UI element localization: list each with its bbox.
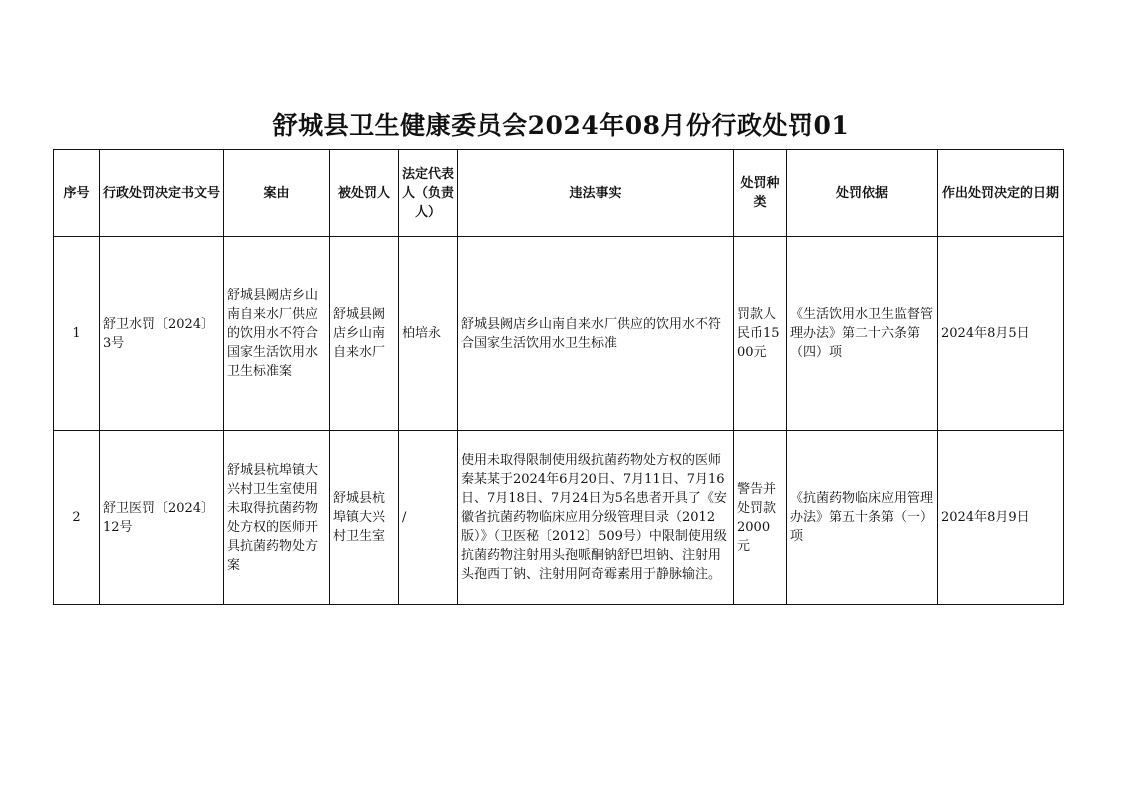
penalty-table	[53, 149, 1064, 605]
header-date: 作出处罚决定的日期	[938, 150, 1064, 237]
cell-cause: 舒城县杭埠镇大兴村卫生室使用未取得抗菌药物处方权的医师开具抗菌药物处方案	[224, 431, 330, 605]
cell-representative: /	[399, 431, 458, 605]
cell-party: 舒城县杭埠镇大兴村卫生室	[330, 431, 399, 605]
table-row	[54, 237, 1064, 431]
header-basis: 处罚依据	[787, 150, 938, 237]
cell-date: 2024年8月5日	[938, 237, 1064, 431]
cell-index: 1	[54, 237, 100, 431]
cell-basis: 《抗菌药物临床应用管理办法》第五十条第（一）项	[787, 431, 938, 605]
cell-penalty-type: 罚款人民币1500元	[734, 237, 787, 431]
cell-date: 2024年8月9日	[938, 431, 1064, 605]
cell-penalty-type: 警告并处罚款2000元	[734, 431, 787, 605]
header-index: 序号	[54, 150, 100, 237]
cell-facts: 使用未取得限制使用级抗菌药物处方权的医师秦某某于2024年6月20日、7月11日、7月16日、7月18日、7月24日为5名患者开具了《安徽省抗菌药物临床应用分级管理目录（2012版）》（卫医秘〔2012〕509号）中限制使用级抗菌药物注射用头孢哌酮钠舒巴坦钠、注射用头孢西丁钠、注射用阿奇霉素用于静脉输注。	[458, 431, 734, 605]
cell-doc-number: 舒卫医罚〔2024〕12号	[100, 431, 224, 605]
cell-representative: 柏培永	[399, 237, 458, 431]
header-facts: 违法事实	[458, 150, 734, 237]
table-header-row	[54, 150, 1064, 237]
header-doc-number: 行政处罚决定书文号	[100, 150, 224, 237]
cell-basis: 《生活饮用水卫生监督管理办法》第二十六条第（四）项	[787, 237, 938, 431]
cell-cause: 舒城县阙店乡山南自来水厂供应的饮用水不符合国家生活饮用水卫生标准案	[224, 237, 330, 431]
cell-doc-number: 舒卫水罚〔2024〕3号	[100, 237, 224, 431]
page-title: 舒城县卫生健康委员会2024年08月份行政处罚01	[272, 111, 850, 140]
cell-facts: 舒城县阙店乡山南自来水厂供应的饮用水不符合国家生活饮用水卫生标准	[458, 237, 734, 431]
header-representative: 法定代表人（负责人）	[399, 150, 458, 237]
cell-index: 2	[54, 431, 100, 605]
cell-party: 舒城县阙店乡山南自来水厂	[330, 237, 399, 431]
header-penalty-type: 处罚种类	[734, 150, 787, 237]
table-row	[54, 431, 1064, 605]
header-party: 被处罚人	[330, 150, 399, 237]
header-cause: 案由	[224, 150, 330, 237]
